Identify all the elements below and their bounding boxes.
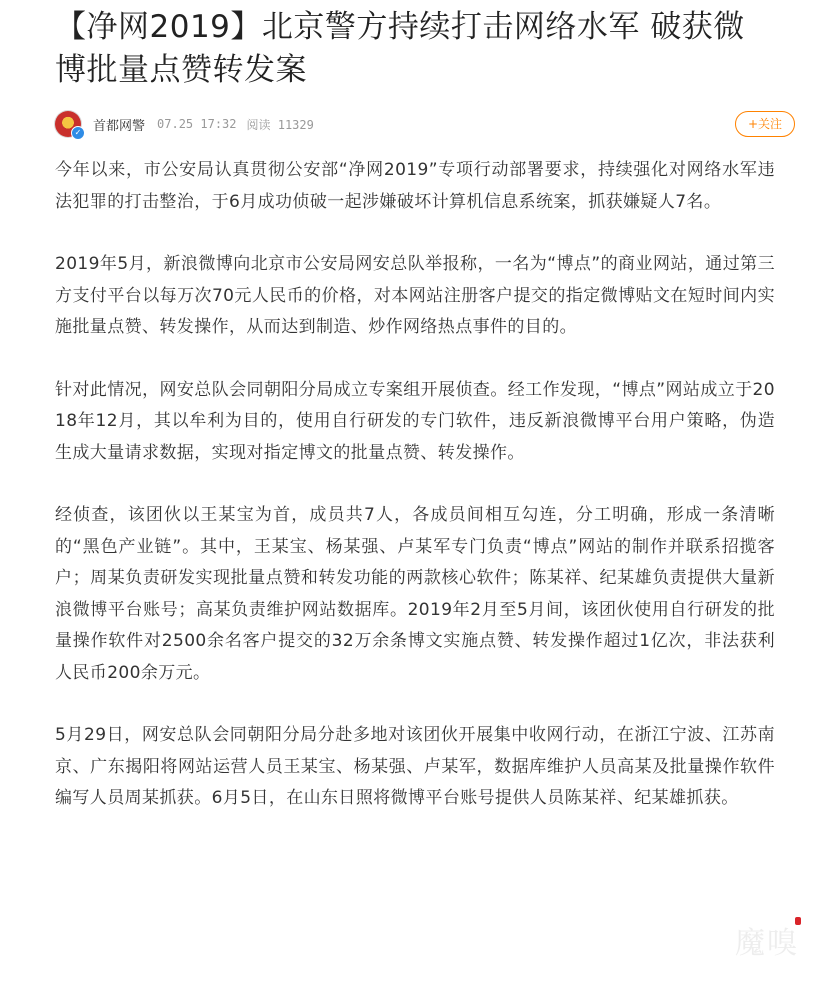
article-body — [55, 155, 775, 815]
watermark: 魔嗅 — [735, 926, 799, 961]
author-name[interactable]: 首都网警 — [93, 118, 146, 134]
paragraph: 5月29日，网安总队会同朝阳分局分赴多地对该团伙开展集中收网行动，在浙江宁波、江苏南京、广东揭阳将网站运营人员王某宝、杨某强、卢某军，数据库维护人员高某及批量操作软件编写人员周某抓获。6月5日，在山东日照将微博平台账号提供人员陈某祥、纪某雄抓获。 — [55, 725, 775, 808]
article-title: 【净网2019】北京警方持续打击网络水军 破获微博批量点赞转发案 — [55, 9, 745, 88]
follow-button[interactable]: +关注 — [735, 111, 795, 137]
read-count: 阅读 11329 — [246, 117, 314, 132]
publish-date: 07.25 17:32 — [157, 117, 237, 131]
paragraph: 经侦查，该团伙以王某宝为首，成员共7人，各成员间相互勾连，分工明确，形成一条清晰的“黑色产业链”。其中，王某宝、杨某强、卢某军专门负责“博点”网站的制作并联系招揽客户；周某负责研发实现批量点赞和转发功能的两款核心软件；陈某祥、纪某雄负责提供大量新浪微博平台账号；高某负责维护网站数据库。2019年2月至5月间，该团伙使用自行研发的批量操作软件对2500余名客户提交的32万余条博文实施点赞、转发操作超过1亿次，非法获利人民币200余万元。 — [55, 505, 775, 683]
paragraph: 针对此情况，网安总队会同朝阳分局成立专案组开展侦查。经工作发现，“博点”网站成立于2018年12月，其以牟利为目的，使用自行研发的专门软件，违反新浪微博平台用户策略，伪造生成大量请求数据，实现对指定博文的批量点赞、转发操作。 — [55, 379, 775, 463]
verified-badge-icon: ✓ — [71, 126, 85, 140]
paragraph: 2019年5月，新浪微博向北京市公安局网安总队举报称，一名为“博点”的商业网站，通过第三方支付平台以每万次70元人民币的价格，对本网站注册客户提交的指定微博贴文在短时间内实施批量点赞、转发操作，从而达到制造、炒作网络热点事件的目的。 — [55, 254, 775, 337]
paragraph: 今年以来，市公安局认真贯彻公安部“净网2019”专项行动部署要求，持续强化对网络水军违法犯罪的打击整治，于6月成功侦破一起涉嫌破坏计算机信息系统案，抓获嫌疑人7名。 — [55, 160, 775, 212]
author-avatar[interactable] — [55, 111, 81, 137]
article — [55, 0, 783, 846]
article-meta — [55, 107, 783, 141]
